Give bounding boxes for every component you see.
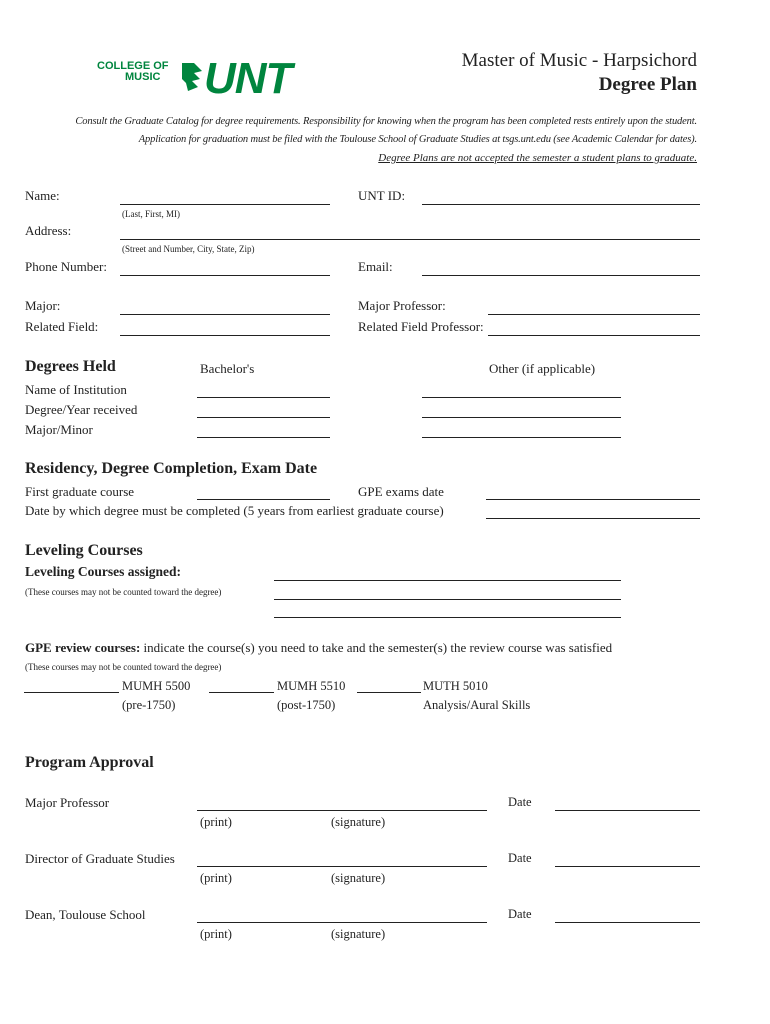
gpe-review-instruction xyxy=(25,640,612,656)
unt-logo-text: UNT xyxy=(204,54,292,103)
director-graduate-studies-signature-field[interactable] xyxy=(197,866,487,867)
director-graduate-studies-date-field[interactable] xyxy=(555,866,700,867)
address-field[interactable] xyxy=(120,239,700,240)
signer-label: Dean, Toulouse School xyxy=(25,907,146,922)
degree-row-label: Name of Institution xyxy=(25,382,127,397)
unt-id-label: UNT ID: xyxy=(358,188,406,203)
leveling-course-field[interactable] xyxy=(274,599,621,600)
gpe-course-desc: (post-1750) xyxy=(277,698,336,712)
gpe-exams-date-field[interactable] xyxy=(486,499,700,500)
phone-label: Phone Number: xyxy=(25,259,107,274)
other-major-minor-field[interactable] xyxy=(422,437,621,438)
name-label: Name: xyxy=(25,188,60,203)
gpe-course-code: MUMH 5510 xyxy=(277,679,346,693)
major-label: Major: xyxy=(25,298,61,313)
gpe-course-desc: (pre-1750) xyxy=(122,698,176,712)
form-subtitle: Degree Plan xyxy=(598,74,697,95)
email-label: Email: xyxy=(358,259,393,274)
signer-label: Major Professor xyxy=(25,795,110,810)
unt-id-field[interactable] xyxy=(422,204,700,205)
dean-toulouse-date-field[interactable] xyxy=(555,922,700,923)
related-field-professor-label: Related Field Professor: xyxy=(358,319,484,334)
related-field-professor-field[interactable] xyxy=(488,335,700,336)
logo-music-text: MUSIC xyxy=(125,71,161,83)
degree-row-label: Degree/Year received xyxy=(25,402,138,417)
signature-hint: (signature) xyxy=(331,927,386,941)
bachelors-degree-year-field[interactable] xyxy=(197,417,330,418)
notice-line-1: Consult the Graduate Catalog for degree requirements. Responsibility for knowing when the program has been completed rests entirely upon the student. xyxy=(75,116,697,127)
leveling-assigned-label: Leveling Courses assigned: xyxy=(25,564,182,579)
other-column-label: Other (if applicable) xyxy=(489,361,596,376)
name-field[interactable] xyxy=(120,204,330,205)
name-hint: (Last, First, MI) xyxy=(122,209,180,219)
other-institution-field[interactable] xyxy=(422,397,621,398)
email-field[interactable] xyxy=(422,275,700,276)
phone-field[interactable] xyxy=(120,275,330,276)
leveling-course-field[interactable] xyxy=(274,617,621,618)
first-course-field[interactable] xyxy=(197,499,330,500)
unt-logo-eagle-icon xyxy=(180,61,206,100)
bachelors-institution-field[interactable] xyxy=(197,397,330,398)
major-field[interactable] xyxy=(120,314,330,315)
degree-row-label: Major/Minor xyxy=(25,422,93,437)
mumh5500-semester-field[interactable] xyxy=(24,692,119,693)
major-professor-date-field[interactable] xyxy=(555,810,700,811)
major-professor-signature-field[interactable] xyxy=(197,810,487,811)
gpe-review-bold-label: GPE review courses: xyxy=(25,640,141,655)
dean-toulouse-signature-field[interactable] xyxy=(197,922,487,923)
bachelors-column-label: Bachelor's xyxy=(200,361,255,376)
date-label: Date xyxy=(508,907,532,921)
completion-date-label: Date by which degree must be completed (5 years from earliest graduate course) xyxy=(25,503,444,518)
completion-date-field[interactable] xyxy=(486,518,700,519)
address-label: Address: xyxy=(25,223,72,238)
gpe-course-code: MUTH 5010 xyxy=(423,679,488,693)
related-field-label: Related Field: xyxy=(25,319,99,334)
other-degree-year-field[interactable] xyxy=(422,417,621,418)
signer-label: Director of Graduate Studies xyxy=(25,851,175,866)
form-title: Master of Music - Harpsichord xyxy=(461,50,697,71)
college-of-music-logo-text xyxy=(97,61,175,83)
residency-heading: Residency, Degree Completion, Exam Date xyxy=(25,460,318,477)
bachelors-major-minor-field[interactable] xyxy=(197,437,330,438)
gpe-course-code: MUMH 5500 xyxy=(122,679,191,693)
leveling-heading: Leveling Courses xyxy=(25,542,143,559)
leveling-course-field[interactable] xyxy=(274,580,621,581)
address-hint: (Street and Number, City, State, Zip) xyxy=(122,244,255,254)
program-approval-heading: Program Approval xyxy=(25,754,154,771)
print-hint: (print) xyxy=(200,815,232,829)
mumh5510-semester-field[interactable] xyxy=(209,692,274,693)
muth5010-semester-field[interactable] xyxy=(357,692,421,693)
degrees-held-heading: Degrees Held xyxy=(25,358,116,375)
date-label: Date xyxy=(508,851,532,865)
gpe-course-desc: Analysis/Aural Skills xyxy=(423,698,531,712)
logo-college-text: COLLEGE OF xyxy=(97,60,169,72)
gpe-review-note: (These courses may not be counted toward the degree) xyxy=(25,662,222,672)
print-hint: (print) xyxy=(200,871,232,885)
first-course-label: First graduate course xyxy=(25,484,135,499)
signature-hint: (signature) xyxy=(331,815,386,829)
related-field-field[interactable] xyxy=(120,335,330,336)
notice-line-2: Application for graduation must be filed with the Toulouse School of Graduate Studies at tsgs.unt.edu (see Academic Calendar for dates). xyxy=(138,134,697,145)
signature-hint: (signature) xyxy=(331,871,386,885)
date-label: Date xyxy=(508,795,532,809)
major-professor-label: Major Professor: xyxy=(358,298,446,313)
gpe-review-instruction-text: indicate the course(s) you need to take and the semester(s) the review course was satisfied xyxy=(140,640,613,655)
major-professor-field[interactable] xyxy=(488,314,700,315)
notice-line-3: Degree Plans are not accepted the semester a student plans to graduate. xyxy=(378,152,697,164)
gpe-exams-date-label: GPE exams date xyxy=(358,484,444,499)
print-hint: (print) xyxy=(200,927,232,941)
leveling-note: (These courses may not be counted toward the degree) xyxy=(25,587,222,597)
